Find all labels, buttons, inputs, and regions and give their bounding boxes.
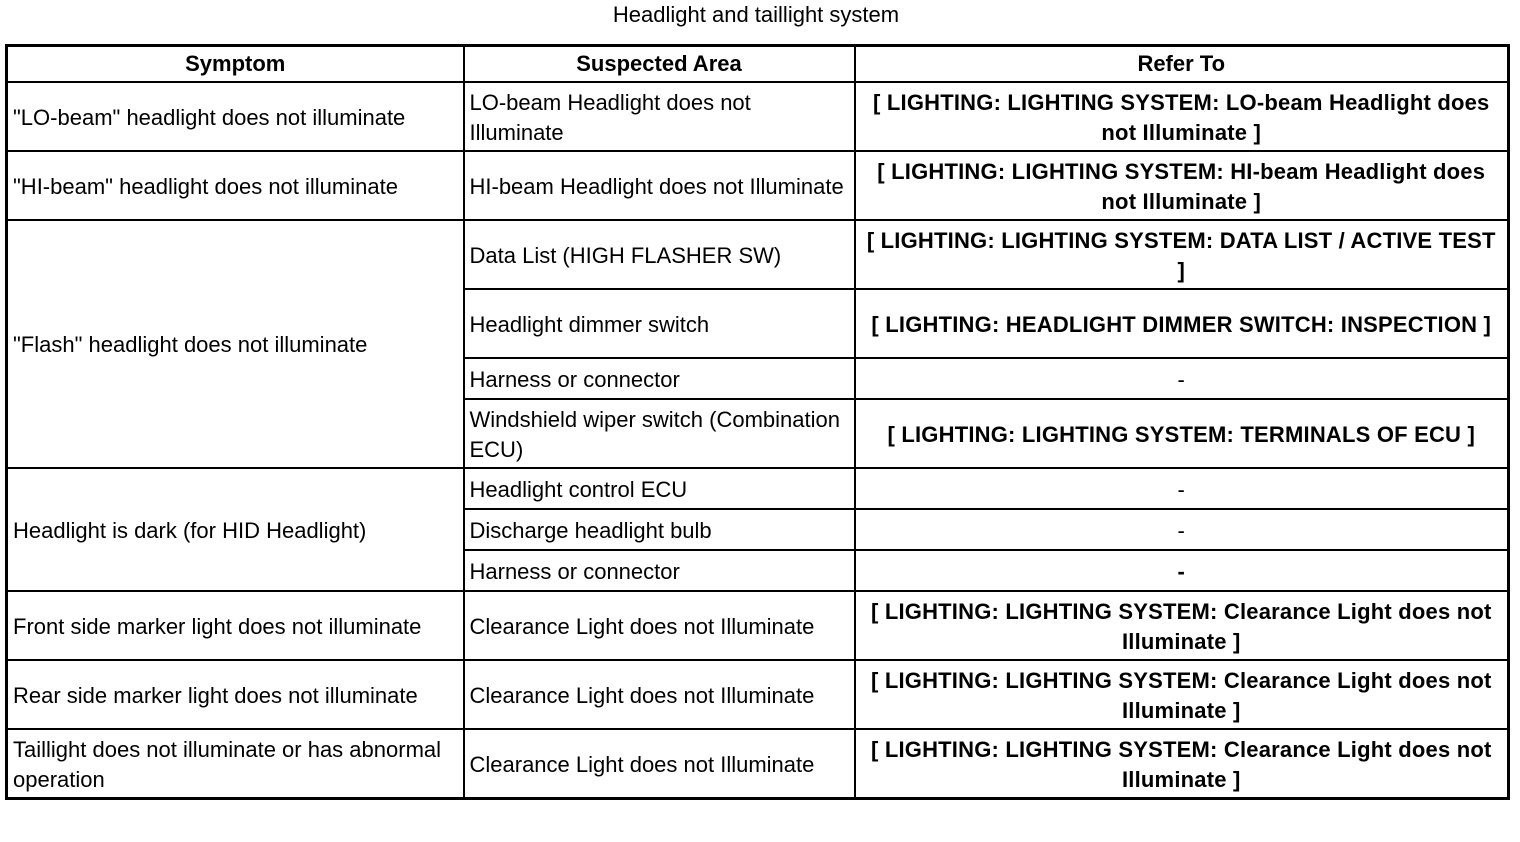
- refer-to-cell: -: [855, 550, 1509, 591]
- refer-to-link[interactable]: [ LIGHTING: HEADLIGHT DIMMER SWITCH: INSPECTION ]: [855, 289, 1509, 358]
- symptom-cell: Taillight does not illuminate or has abnormal operation: [7, 729, 464, 799]
- suspected-area-cell: Windshield wiper switch (Combination ECU): [464, 399, 855, 468]
- table-row: [7, 82, 1509, 151]
- refer-to-link[interactable]: [ LIGHTING: LIGHTING SYSTEM: Clearance Light does not Illuminate ]: [855, 660, 1509, 729]
- table-row: [7, 660, 1509, 729]
- refer-to-link[interactable]: [ LIGHTING: LIGHTING SYSTEM: HI-beam Headlight does not Illuminate ]: [855, 151, 1509, 220]
- suspected-area-cell: Clearance Light does not Illuminate: [464, 591, 855, 660]
- symptom-cell: "LO-beam" headlight does not illuminate: [7, 82, 464, 151]
- table-row: [7, 591, 1509, 660]
- header-symptom: Symptom: [7, 46, 464, 83]
- page-title: Headlight and taillight system: [612, 2, 900, 27]
- suspected-area-cell: LO-beam Headlight does not Illuminate: [464, 82, 855, 151]
- suspected-area-cell: Discharge headlight bulb: [464, 509, 855, 550]
- symptom-cell: Front side marker light does not illuminate: [7, 591, 464, 660]
- suspected-area-cell: Clearance Light does not Illuminate: [464, 729, 855, 799]
- symptom-cell: "HI-beam" headlight does not illuminate: [7, 151, 464, 220]
- suspected-area-cell: Headlight dimmer switch: [464, 289, 855, 358]
- suspected-area-cell: Data List (HIGH FLASHER SW): [464, 220, 855, 289]
- symptom-cell: Rear side marker light does not illuminate: [7, 660, 464, 729]
- header-refer-to: Refer To: [855, 46, 1509, 83]
- symptom-table: [5, 44, 1510, 800]
- suspected-area-cell: Headlight control ECU: [464, 468, 855, 509]
- refer-to-link[interactable]: [ LIGHTING: LIGHTING SYSTEM: Clearance Light does not Illuminate ]: [855, 591, 1509, 660]
- table-row: [7, 468, 1509, 509]
- refer-to-cell: -: [855, 358, 1509, 399]
- refer-to-link[interactable]: [ LIGHTING: LIGHTING SYSTEM: DATA LIST / ACTIVE TEST ]: [855, 220, 1509, 289]
- table-row: [7, 729, 1509, 799]
- refer-to-link[interactable]: [ LIGHTING: LIGHTING SYSTEM: Clearance Light does not Illuminate ]: [855, 729, 1509, 799]
- refer-to-link[interactable]: [ LIGHTING: LIGHTING SYSTEM: LO-beam Headlight does not Illuminate ]: [855, 82, 1509, 151]
- symptom-cell: "Flash" headlight does not illuminate: [7, 220, 464, 468]
- table-row: [7, 220, 1509, 289]
- refer-to-link[interactable]: [ LIGHTING: LIGHTING SYSTEM: TERMINALS OF ECU ]: [855, 399, 1509, 468]
- suspected-area-cell: Clearance Light does not Illuminate: [464, 660, 855, 729]
- suspected-area-cell: Harness or connector: [464, 550, 855, 591]
- refer-to-cell: -: [855, 468, 1509, 509]
- refer-to-cell: -: [855, 509, 1509, 550]
- header-suspected-area: Suspected Area: [464, 46, 855, 83]
- header-row: [7, 46, 1509, 83]
- table-row: [7, 151, 1509, 220]
- suspected-area-cell: HI-beam Headlight does not Illuminate: [464, 151, 855, 220]
- symptom-cell: Headlight is dark (for HID Headlight): [7, 468, 464, 591]
- suspected-area-cell: Harness or connector: [464, 358, 855, 399]
